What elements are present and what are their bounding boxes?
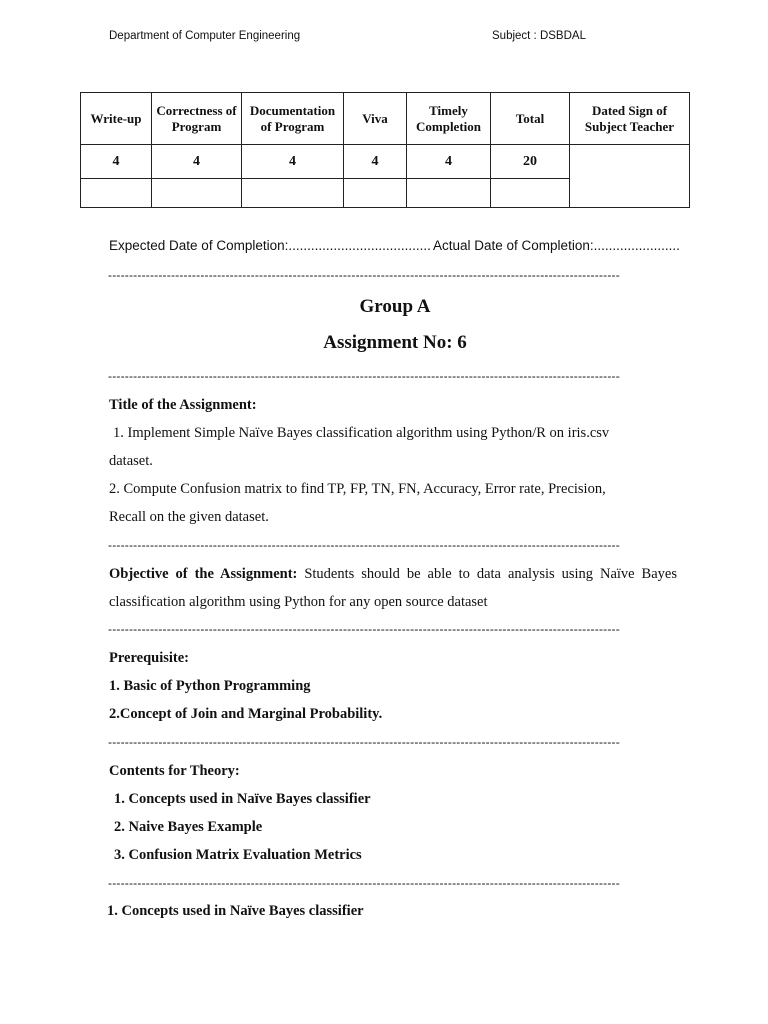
- mark-correctness: 4: [152, 145, 242, 179]
- objective-label: Objective of the Assignment:: [109, 566, 298, 582]
- mark-viva: 4: [344, 145, 407, 179]
- mark-documentation: 4: [242, 145, 344, 179]
- section-1-heading: 1. Concepts used in Naïve Bayes classifier: [107, 903, 364, 919]
- col-viva: Viva: [344, 93, 407, 145]
- obtained-total: [491, 179, 570, 208]
- prerequisite-item: 2.Concept of Join and Marginal Probability.: [109, 706, 383, 722]
- separator: --------------------------------------------------------------------------------------------------------------------------: [108, 735, 620, 749]
- obtained-correctness: [152, 179, 242, 208]
- actual-date: Actual Date of Completion:.......................: [433, 238, 680, 253]
- grade-table: [80, 92, 690, 208]
- mark-writeup: 4: [81, 145, 152, 179]
- department-label: Department of Computer Engineering: [109, 30, 301, 42]
- expected-date: Expected Date of Completion:......................................: [109, 238, 431, 253]
- mark-timely: 4: [407, 145, 491, 179]
- prerequisite-heading: Prerequisite:: [109, 650, 189, 666]
- separator: --------------------------------------------------------------------------------------------------------------------------: [108, 622, 620, 636]
- sign-cell: [570, 145, 690, 208]
- grade-header-row: [81, 93, 690, 145]
- separator: --------------------------------------------------------------------------------------------------------------------------: [108, 268, 620, 282]
- separator: --------------------------------------------------------------------------------------------------------------------------: [108, 369, 620, 383]
- objective-line-1: [109, 565, 677, 583]
- objective-text: Students should be able to data analysis using Naïve Bayes: [297, 566, 677, 582]
- title-line-3: 2. Compute Confusion matrix to find TP, FP, TN, FN, Accuracy, Error rate, Precision,: [109, 481, 606, 497]
- col-documentation: Documentation of Program: [242, 93, 344, 145]
- group-title: Group A: [359, 296, 431, 317]
- obtained-viva: [344, 179, 407, 208]
- col-sign: Dated Sign of Subject Teacher: [570, 93, 690, 145]
- separator: --------------------------------------------------------------------------------------------------------------------------: [108, 876, 620, 890]
- max-marks-row: [81, 145, 690, 179]
- col-correctness: Correctness of Program: [152, 93, 242, 145]
- obtained-timely: [407, 179, 491, 208]
- assignment-number: Assignment No: 6: [323, 332, 467, 353]
- contents-item: 3. Confusion Matrix Evaluation Metrics: [114, 847, 362, 863]
- obtained-documentation: [242, 179, 344, 208]
- objective-line-2: classification algorithm using Python for any open source dataset: [109, 594, 488, 610]
- prerequisite-item: 1. Basic of Python Programming: [109, 678, 311, 694]
- col-writeup: Write-up: [81, 93, 152, 145]
- title-heading: Title of the Assignment:: [109, 397, 257, 413]
- contents-heading: Contents for Theory:: [109, 763, 240, 779]
- mark-total: 20: [491, 145, 570, 179]
- col-timely: Timely Completion: [407, 93, 491, 145]
- title-line-1: 1. Implement Simple Naïve Bayes classification algorithm using Python/R on iris.csv: [113, 425, 610, 441]
- subject-label: Subject : DSBDAL: [492, 30, 586, 42]
- contents-item: 1. Concepts used in Naïve Bayes classifier: [114, 791, 371, 807]
- col-total: Total: [491, 93, 570, 145]
- title-line-2: dataset.: [109, 453, 153, 469]
- obtained-writeup: [81, 179, 152, 208]
- title-line-4: Recall on the given dataset.: [109, 509, 269, 525]
- contents-item: 2. Naive Bayes Example: [114, 819, 263, 835]
- separator: --------------------------------------------------------------------------------------------------------------------------: [108, 538, 620, 552]
